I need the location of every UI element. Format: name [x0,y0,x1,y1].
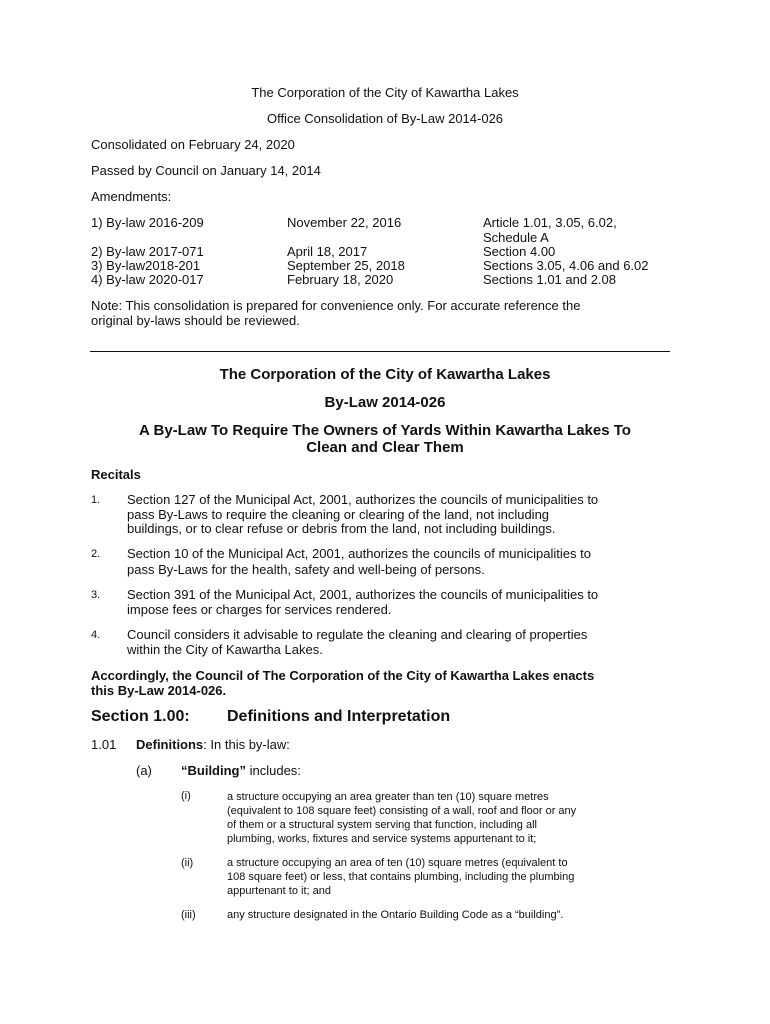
recital-text: within the City of Kawartha Lakes. [127,642,323,657]
amendment-sections: Article 1.01, 3.05, 6.02, [483,215,617,230]
section-number: Section 1.00: [91,708,190,725]
subclause-text [181,763,301,778]
enactment-clause: Accordingly, the Council of The Corporation of the City of Kawartha Lakes enacts [91,668,595,683]
amendment-bylaw: 1) By-law 2016-209 [91,215,204,230]
passed-by-council: Passed by Council on January 14, 2014 [91,163,321,178]
recital-number: 4. [91,629,101,641]
item-text: 108 square feet) or less, that contains plumbing, including the plumbing [227,871,575,883]
amendment-bylaw: 2) By-law 2017-071 [91,244,204,259]
note-line: original by-laws should be reviewed. [91,313,300,328]
item-text: a structure occupying an area of ten (10) square metres (equivalent to [227,857,568,869]
amendment-date: September 25, 2018 [287,258,405,273]
amendments-label: Amendments: [91,189,172,204]
defined-term: “Building” [181,763,246,778]
item-text: plumbing, works, fixtures and service systems appurtenant to it; [227,833,537,845]
item-text: any structure designated in the Ontario Building Code as a “building”. [227,909,564,921]
amendment-sections: Schedule A [483,230,549,245]
item-number: (iii) [181,909,196,921]
subclause-rest: includes: [246,763,301,778]
recital-text: Section 127 of the Municipal Act, 2001, authorizes the councils of municipalities to [127,492,599,507]
clause-number: 1.01 [91,737,117,752]
item-number: (ii) [181,857,194,869]
amendment-bylaw: 3) By-law2018-201 [91,258,201,273]
amendment-sections: Sections 3.05, 4.06 and 6.02 [483,258,649,273]
recital-number: 2. [91,548,101,560]
subclause-label: (a) [136,763,152,778]
amendment-date: November 22, 2016 [287,215,402,230]
amendment-sections: Section 4.00 [483,244,556,259]
title-bylaw-name: Clean and Clear Them [306,439,464,456]
item-text: of them or a structural system serving that function, including all [227,819,537,831]
recital-text: pass By-Laws for the health, safety and well-being of persons. [127,562,485,577]
consolidated-on: Consolidated on February 24, 2020 [91,137,295,152]
note-line: Note: This consolidation is prepared for convenience only. For accurate reference the [91,298,581,313]
title-corporation: The Corporation of the City of Kawartha Lakes [219,366,551,383]
recital-text: buildings, or to clear refuse or debris from the land, not including buildings. [127,521,556,536]
recitals-heading: Recitals [91,467,141,482]
recital-text: pass By-Laws to require the cleaning or clearing of the land, not including [127,507,550,522]
recital-text: Council considers it advisable to regulate the cleaning and clearing of properties [127,627,588,642]
header-office-consolidation: Office Consolidation of By-Law 2014-026 [266,111,504,126]
enactment-clause: this By-Law 2014-026. [91,683,227,698]
amendment-bylaw: 4) By-law 2020-017 [91,272,204,287]
amendment-sections: Sections 1.01 and 2.08 [483,272,616,287]
recital-text: Section 391 of the Municipal Act, 2001, authorizes the councils of municipalities to [127,587,599,602]
item-text: a structure occupying an area greater than ten (10) square metres [227,791,549,803]
amendment-date: April 18, 2017 [287,244,368,259]
clause-text [136,737,290,752]
amendment-date: February 18, 2020 [287,272,394,287]
recital-text: Section 10 of the Municipal Act, 2001, authorizes the councils of municipalities to [127,546,591,561]
recital-text: impose fees or charges for services rendered. [127,602,392,617]
title-bylaw-name: A By-Law To Require The Owners of Yards Within Kawartha Lakes To [139,422,631,439]
recital-number: 3. [91,589,101,601]
clause-term: Definitions [136,737,204,752]
item-number: (i) [181,790,191,802]
header-corporation: The Corporation of the City of Kawartha Lakes [251,85,519,100]
clause-rest: : In this by-law: [203,737,290,752]
item-text: (equivalent to 108 square feet) consisting of a wall, roof and floor or any [227,805,577,817]
recital-number: 1. [91,494,101,506]
item-text: appurtenant to it; and [227,885,331,897]
divider [90,351,670,352]
title-bylaw-number: By-Law 2014-026 [324,394,446,411]
section-title: Definitions and Interpretation [227,708,451,725]
